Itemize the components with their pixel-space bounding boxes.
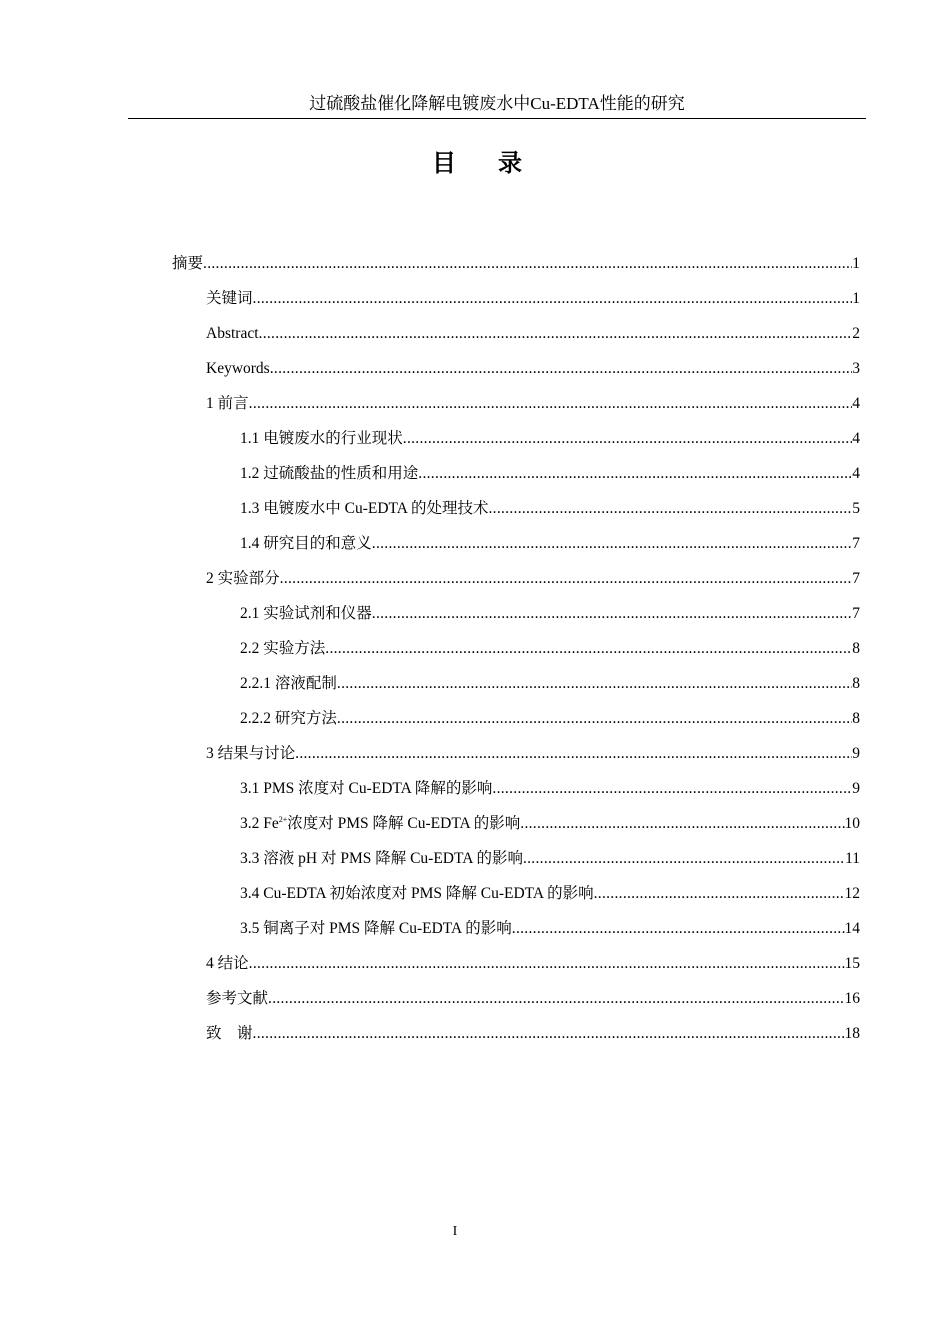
toc-entry-page: 18	[844, 1025, 860, 1042]
toc-entry-page: 12	[844, 885, 860, 902]
dot-leader	[325, 636, 852, 662]
toc-entry-text: Abstract	[206, 325, 259, 342]
toc-entry-page: 16	[844, 990, 860, 1007]
dot-leader	[253, 286, 853, 312]
dot-leader	[249, 391, 853, 417]
dot-leader	[594, 881, 845, 907]
dot-leader	[295, 741, 852, 767]
toc-entry-section-3-4[interactable]	[172, 881, 860, 916]
toc-entry-text: 2.1 实验试剂和仪器	[240, 605, 372, 622]
dot-leader	[268, 986, 844, 1012]
toc-entry-section-2[interactable]	[172, 566, 860, 601]
dot-leader	[280, 566, 853, 592]
dot-leader	[259, 321, 853, 347]
toc-entry-references[interactable]	[172, 986, 860, 1021]
toc-entry-text: 2.2.1 溶液配制	[240, 675, 337, 692]
toc-entry-page: 3	[852, 360, 860, 377]
toc-entry-page: 8	[852, 640, 860, 657]
toc-entry-abstract-cn[interactable]	[172, 251, 860, 286]
table-of-contents	[172, 251, 860, 1056]
toc-entry-page: 8	[852, 710, 860, 727]
dot-leader	[270, 356, 853, 382]
dot-leader	[372, 531, 852, 557]
toc-entry-text: 1 前言	[206, 395, 249, 412]
toc-entry-page: 2	[852, 325, 860, 342]
toc-entry-text: 2.2.2 研究方法	[240, 710, 337, 727]
dot-leader	[337, 706, 852, 732]
toc-entry-section-2-2-1[interactable]	[172, 671, 860, 706]
toc-entry-text: 3.1 PMS 浓度对 Cu-EDTA 降解的影响	[240, 780, 493, 797]
toc-entry-page: 1	[852, 255, 860, 272]
toc-title: 目录	[432, 149, 564, 177]
toc-entry-section-3[interactable]	[172, 741, 860, 776]
toc-entry-page: 7	[852, 605, 860, 622]
toc-entry-text: 摘要	[172, 255, 204, 272]
toc-entry-acknowledgements[interactable]	[172, 1021, 860, 1056]
dot-leader	[253, 1021, 845, 1047]
toc-entry-text: 3.3 溶液 pH 对 PMS 降解 Cu-EDTA 的影响	[240, 850, 523, 867]
toc-entry-text: 1.2 过硫酸盐的性质和用途	[240, 465, 419, 482]
toc-entry-text: 关键词	[206, 290, 253, 307]
toc-entry-page: 1	[852, 290, 860, 307]
toc-entry-page: 10	[844, 815, 860, 832]
toc-entry-section-3-1[interactable]	[172, 776, 860, 811]
toc-entry-section-2-1[interactable]	[172, 601, 860, 636]
toc-entry-text: 3.5 铜离子对 PMS 降解 Cu-EDTA 的影响	[240, 920, 512, 937]
toc-entry-text: 1.3 电镀废水中 Cu-EDTA 的处理技术	[240, 500, 489, 517]
toc-entry-section-1-1[interactable]	[172, 426, 860, 461]
toc-entry-section-2-2-2[interactable]	[172, 706, 860, 741]
toc-entry-section-3-5[interactable]	[172, 916, 860, 951]
toc-entry-page: 14	[844, 920, 860, 937]
toc-entry-text: 3.4 Cu-EDTA 初始浓度对 PMS 降解 Cu-EDTA 的影响	[240, 885, 594, 902]
toc-entry-page: 4	[852, 430, 860, 447]
toc-entry-text: Keywords	[206, 360, 270, 377]
dot-leader	[488, 496, 852, 522]
toc-entry-section-2-2[interactable]	[172, 636, 860, 671]
dot-leader	[372, 601, 852, 627]
toc-entry-page: 9	[852, 745, 860, 762]
dot-leader	[249, 951, 845, 977]
toc-entry-section-1-4[interactable]	[172, 531, 860, 566]
toc-entry-text: 致 谢	[206, 1025, 253, 1042]
toc-entry-page: 8	[852, 675, 860, 692]
toc-entry-section-1-3[interactable]	[172, 496, 860, 531]
toc-entry-section-1[interactable]	[172, 391, 860, 426]
toc-entry-text: 1.1 电镀废水的行业现状	[240, 430, 403, 447]
page-number: I	[452, 1224, 458, 1239]
toc-entry-page: 9	[852, 780, 860, 797]
dot-leader	[418, 461, 852, 487]
toc-entry-page: 15	[844, 955, 860, 972]
toc-entry-keywords-en[interactable]	[172, 356, 860, 391]
toc-entry-abstract-en[interactable]	[172, 321, 860, 356]
toc-entry-page: 7	[852, 535, 860, 552]
toc-entry-text-after: 浓度对 PMS 降解 Cu-EDTA 的影响	[287, 815, 521, 832]
toc-entry-page: 7	[852, 570, 860, 587]
toc-entry-page: 5	[852, 500, 860, 517]
toc-entry-text-before: 3.2 Fe	[240, 815, 279, 832]
toc-entry-text: 4 结论	[206, 955, 249, 972]
toc-entry-text: 1.4 研究目的和意义	[240, 535, 372, 552]
dot-leader	[520, 811, 844, 837]
toc-entry-section-3-2[interactable]	[172, 811, 860, 846]
toc-entry-page: 4	[852, 395, 860, 412]
dot-leader	[512, 916, 845, 942]
toc-entry-text: 2 实验部分	[206, 570, 280, 587]
dot-leader	[492, 776, 852, 802]
toc-entry-keywords-cn[interactable]	[172, 286, 860, 321]
dot-leader	[403, 426, 852, 452]
toc-entry-section-3-3[interactable]	[172, 846, 860, 881]
toc-entry-page: 11	[845, 850, 860, 867]
toc-entry-text	[240, 811, 520, 837]
toc-entry-text: 参考文献	[206, 990, 269, 1007]
toc-entry-section-1-2[interactable]	[172, 461, 860, 496]
dot-leader	[523, 846, 845, 872]
toc-entry-page: 4	[852, 465, 860, 482]
running-header: 过硫酸盐催化降解电镀废水中Cu-EDTA性能的研究	[128, 92, 866, 119]
dot-leader	[203, 251, 852, 277]
toc-entry-section-4[interactable]	[172, 951, 860, 986]
superscript-charge: 2+	[278, 815, 288, 824]
toc-entry-text: 2.2 实验方法	[240, 640, 326, 657]
dot-leader	[337, 671, 852, 697]
toc-entry-text: 3 结果与讨论	[206, 745, 296, 762]
